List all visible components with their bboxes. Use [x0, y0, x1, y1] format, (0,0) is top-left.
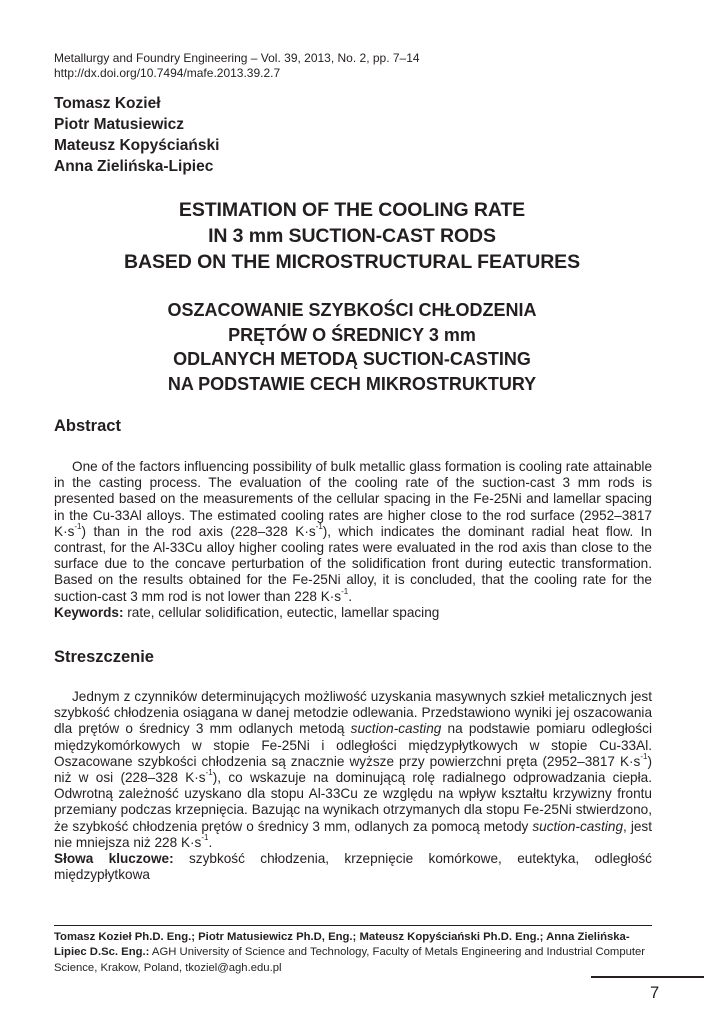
title-line: ESTIMATION OF THE COOLING RATE [178, 199, 526, 221]
keywords-label: Słowa kluczowe: [54, 851, 174, 867]
doi-link[interactable]: http://dx.doi.org/10.7494/mafe.2013.39.2.7 [54, 66, 281, 80]
title-line: NA PODSTAWIE CECH MIKROSTRUKTURY [167, 373, 537, 394]
abstract-heading: Abstract [54, 417, 121, 435]
journal-citation: Metallurgy and Foundry Engineering – Vol. 39, 2013, No. 2, pp. 7–14 [54, 51, 420, 65]
title-line: OSZACOWANIE SZYBKOŚCI CHŁODZENIA [167, 300, 537, 320]
title-english [40, 197, 664, 275]
title-line: PRĘTÓW O ŚREDNICY 3 mm [228, 324, 476, 345]
streszczenie-keywords [54, 851, 652, 883]
streszczenie-text: Jednym z czynników determinujących możliwość uzyskania masywnych szkieł metalicznych jest szybkość chłodzenia osiągana w danej metodzie odlewania. Przedstawiono wyniki jej oszacowania dla prętów o średnicy 3 mm odlanych metodą suction-casting na podstawie pomiaru odległości międzykomórkowych w stopie Fe-25Ni i odległości międzypłytkowych w stopie Cu-33Al. Oszacowane szybkości chłodzenia są znacznie wyższe przy powierzchni pręta (2952–3817 $K\cdot s^{-1}$) niż w osi (228–328 $K\cdot s^{-1}$), co wskazuje na dominującą rolę radialnego odprowadzania ciepła. Odwrotną zależność uzyskano dla stopu Al-33Cu ze względu na wpływ kształtu krzywizny frontu przemiany podczas krzepnięcia. Bazując na wynikach otrzymanych dla stopu Fe-25Ni stwierdzono, że szybkość chłodzenia prętów o średnicy 3 mm, odlanych za pomocą metody suction-casting, jest nie mniejsza niż 228 $K\cdot s^{-1}$. [54, 689, 652, 850]
title-line: IN 3 mm SUCTION-CAST RODS [208, 225, 496, 247]
keywords-text: szybkość chłodzenia, krzepnięcie komórkowe, eutektyka, odległość międzypłytkowa [54, 851, 652, 883]
page-number: 7 [650, 984, 660, 1002]
keywords-text: rate, cellular solidification, eutectic, lamellar spacing [123, 604, 440, 620]
streszczenie-heading: Streszczenie [54, 648, 154, 666]
title-line: ODLANYCH METODĄ SUCTION-CASTING [173, 349, 531, 369]
streszczenie-body [54, 689, 652, 883]
abstract-body [54, 459, 652, 621]
author-name: Piotr Matusiewicz [54, 116, 185, 133]
author-name: Tomasz Kozieł [54, 95, 161, 112]
abstract-keywords [54, 605, 652, 621]
abstract-text: One of the factors influencing possibility of bulk metallic glass formation is cooling rate attainable in the casting process. The evaluation of the cooling rate of the suction-cast 3 mm rods is presented based on the measurements of the cellular spacing in the Fe-25Ni and lamellar spacing in the Cu-33Al alloys. The estimated cooling rates are higher close to the rod surface (2952–3817 $K\cdot s^{-1}$) than in the rod axis (228–328 $K\cdot s^{-1}$), which indicates the dominant radial heat flow. In contrast, for the Al-33Cu alloy higher cooling rates were evaluated in the rod axis than close to the surface due to the concave perturbation of the solidification front during eutectic transformation. Based on the results obtained for the Fe-25Ni alloy, it is concluded, that the cooling rate for the suction-cast 3 mm rod is not lower than 228 $K\cdot s^{-1}$. [54, 459, 652, 604]
footnote-divider [54, 925, 652, 926]
title-polish [40, 298, 664, 396]
keywords-label: Keywords: [54, 604, 124, 620]
title-line: BASED ON THE MICROSTRUCTURAL FEATURES [124, 251, 580, 273]
author-name: Anna Zielińska-Lipiec [54, 158, 214, 175]
author-affiliation-footnote [54, 930, 652, 976]
author-list [54, 93, 219, 177]
footnote-authors: Tomasz Kozieł Ph.D. Eng.; Piotr Matusiewicz Ph.D, Eng.; Mateusz Kopyściański Ph.D. Eng.; Anna Zielińska-Lipiec D.Sc. Eng.: [54, 931, 630, 959]
footnote-affiliation: AGH University of Science and Technology, Faculty of Metals Engineering and Industrial Computer Science, Krakow, Poland, tkoziel@agh.edu.pl [54, 946, 646, 974]
page-number-rule [591, 976, 704, 978]
author-name: Mateusz Kopyściański [54, 137, 220, 154]
journal-header [54, 51, 420, 81]
